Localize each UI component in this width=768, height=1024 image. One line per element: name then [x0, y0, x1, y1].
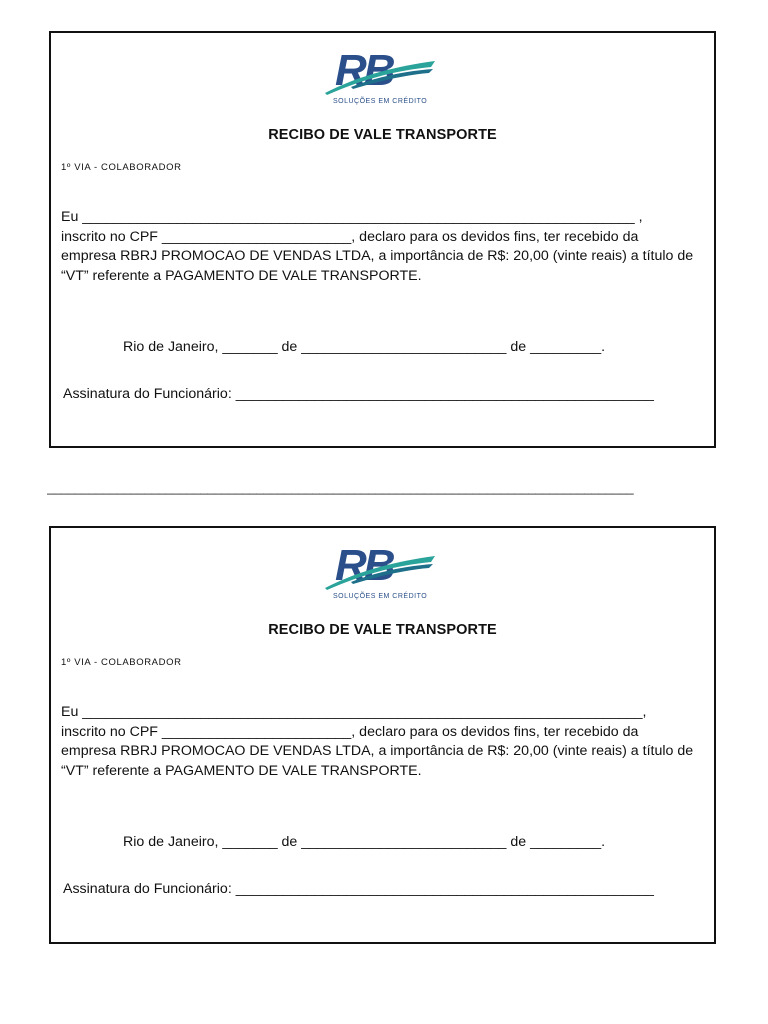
- signature-line: Assinatura do Funcionário: _____________________________________________________: [63, 881, 654, 897]
- date-line: Rio de Janeiro, _______ de __________________________ de _________.: [123, 834, 606, 850]
- signature-line: Assinatura do Funcionário: _____________________________________________________: [63, 386, 654, 402]
- cut-line: ____________________________________________________________________________________: [47, 480, 634, 495]
- rb-logo: [321, 47, 439, 107]
- receipt-title: RECIBO DE VALE TRANSPORTE: [268, 127, 497, 143]
- receipt-title: RECIBO DE VALE TRANSPORTE: [268, 622, 497, 638]
- receipt-body: Eu ______________________________________________________________________ , inscrito no CPF ________________________, declaro para os devidos fins, ter recebido da empresa RBRJ PROMOCAO DE VENDAS LTDA, a importância de R$: 20,00 (vinte reais) a título de “VT” referente a PAGAMENTO DE VALE TRANSPORTE.: [61, 209, 694, 284]
- via-label: 1º VIA - COLABORADOR: [61, 657, 182, 668]
- receipt-1: [49, 31, 716, 448]
- via-label: 1º VIA - COLABORADOR: [61, 162, 182, 173]
- receipt-body: Eu _______________________________________________________________________, inscrito no CPF ________________________, declaro para os devidos fins, ter recebido da empresa RBRJ PROMOCAO DE VENDAS LTDA, a importância de R$: 20,00 (vinte reais) a título de “VT” referente a PAGAMENTO DE VALE TRANSPORTE.: [61, 704, 694, 779]
- receipt-2: [49, 526, 716, 944]
- date-line: Rio de Janeiro, _______ de __________________________ de _________.: [123, 339, 606, 355]
- rb-logo: [321, 542, 439, 602]
